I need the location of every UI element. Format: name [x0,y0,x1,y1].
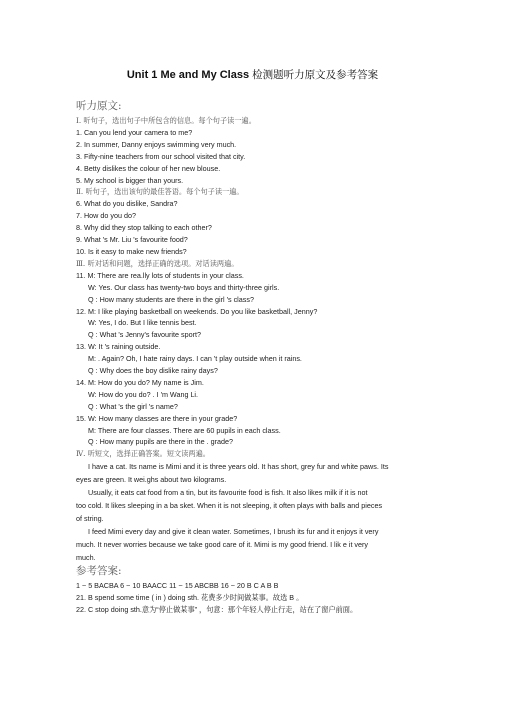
passage-line: I have a cat. Its name is Mimi and it is three years old. It has short, grey fur and white paws. Its [88,462,389,472]
passage-paragraph [76,525,436,564]
passage-line: eyes are green. It wei.ghs about two kilograms. [76,475,227,485]
title-chinese: 检测题听力原文及参考答案 [252,69,379,81]
passage-line: Usually, it eats cat food from a tin, but its favourite food is fish. It also likes milk if it is not [88,488,368,498]
answer-line: 21. B spend some time ( in ) doing sth. 花费多少时间做某事。故选 B 。 [76,593,304,603]
dialogue-line: M: . Again? Oh, I hate rainy days. I can 't play outside when it rains. [88,354,302,364]
dialogue-line: Q : How many pupils are there in the . grade? [88,437,234,447]
passage-paragraph [76,486,436,525]
dialogue-line: 14. M: How do you do? My name is Jim. [76,377,204,387]
list-item: 2. In summer, Danny enjoys swimming very much. [76,139,237,149]
list-item: 7. How do you do? [76,211,136,221]
passage-line: I feed Mimi every day and give it clean water. Sometimes, I brush its fur and it enjoys it very [88,527,379,537]
list-item: 8. Why did they stop talking to each other? [76,223,212,233]
list-item: 6. What do you dislike, Sandra? [76,199,178,209]
passage-line: of string. [76,514,104,524]
dialogue-line: 12. M: I like playing basketball on weekends. Do you like basketball, Jenny? [76,306,318,316]
passage-paragraph [76,460,436,486]
dialogue-line: 13. W: It 's raining outside. [76,342,161,352]
dialogue-line: Q : What 's Jenny's favourite sport? [88,330,201,340]
transcript-heading: 听力原文: [76,100,122,112]
list-item: 3. Fifty-nine teachers from our school visited that city. [76,151,246,161]
title-english: Unit 1 Me and My Class [126,69,253,81]
dialogue-line: Q : Why does the boy dislike rainy days? [88,366,218,376]
passage-line: much. It never worries because we take good care of it. Mimi is my good friend. I lik e it very [76,540,369,550]
document-body [76,99,436,616]
passage-line: much. [76,553,96,563]
list-item: 9. What 's Mr. Liu 's favourite food? [76,235,188,245]
part1-heading: Ⅰ. 听句子，选出句子中所包含的信息。每个句子读一遍。 [76,116,256,125]
dialogue-line: W: Yes, I do. But I like tennis best. [88,318,197,328]
passage-line: too cold. It likes sleeping in a ba sket. When it is not sleeping, it often plays with balls and pieces [76,501,383,511]
dialogue-line: W: How do you do? . I 'm Wang Li. [88,389,199,399]
document-title [0,67,505,82]
dialogue-line: 15. W: How many classes are there in your grade? [76,413,238,423]
answer-line: 1 ~ 5 BACBA 6 ~ 10 BAACC 11 ~ 15 ABCBB 16 ~ 20 B C A B B [76,581,279,591]
dialogue-line: Q : How many students are there in the girl 's class? [88,294,254,304]
answers-heading: 参考答案: [76,565,122,578]
part2-heading: Ⅱ. 听句子，选出该句的最佳答语。每个句子读一遍。 [76,187,244,197]
list-item: 1. Can you lend your camera to me? [76,127,193,137]
dialogue-line: W: Yes. Our class has twenty-two boys and thirty-three girls. [88,282,280,292]
part4-heading: Ⅳ. 听短文，选择正确答案。短文读两遍。 [76,449,210,459]
list-item: 5. My school is bigger than yours. [76,175,184,185]
dialogue-line: 11. M: There are rea.lly lots of students in your class. [76,270,244,280]
part3-heading: Ⅲ. 听对话和问题，选择正确的选项。对话读两遍。 [76,258,239,268]
list-item: 4. Betty dislikes the colour of her new blouse. [76,163,221,173]
answer-line: 22. C stop doing sth.意为“停止做某事” ，句意：那个年轻人停止行走，站在了窗户前面。 [76,605,358,615]
dialogue-line: Q : What 's the girl 's name? [88,401,178,411]
dialogue-line: M: There are four classes. There are 60 pupils in each class. [88,425,281,435]
list-item: 10. Is it easy to make new friends? [76,246,187,256]
